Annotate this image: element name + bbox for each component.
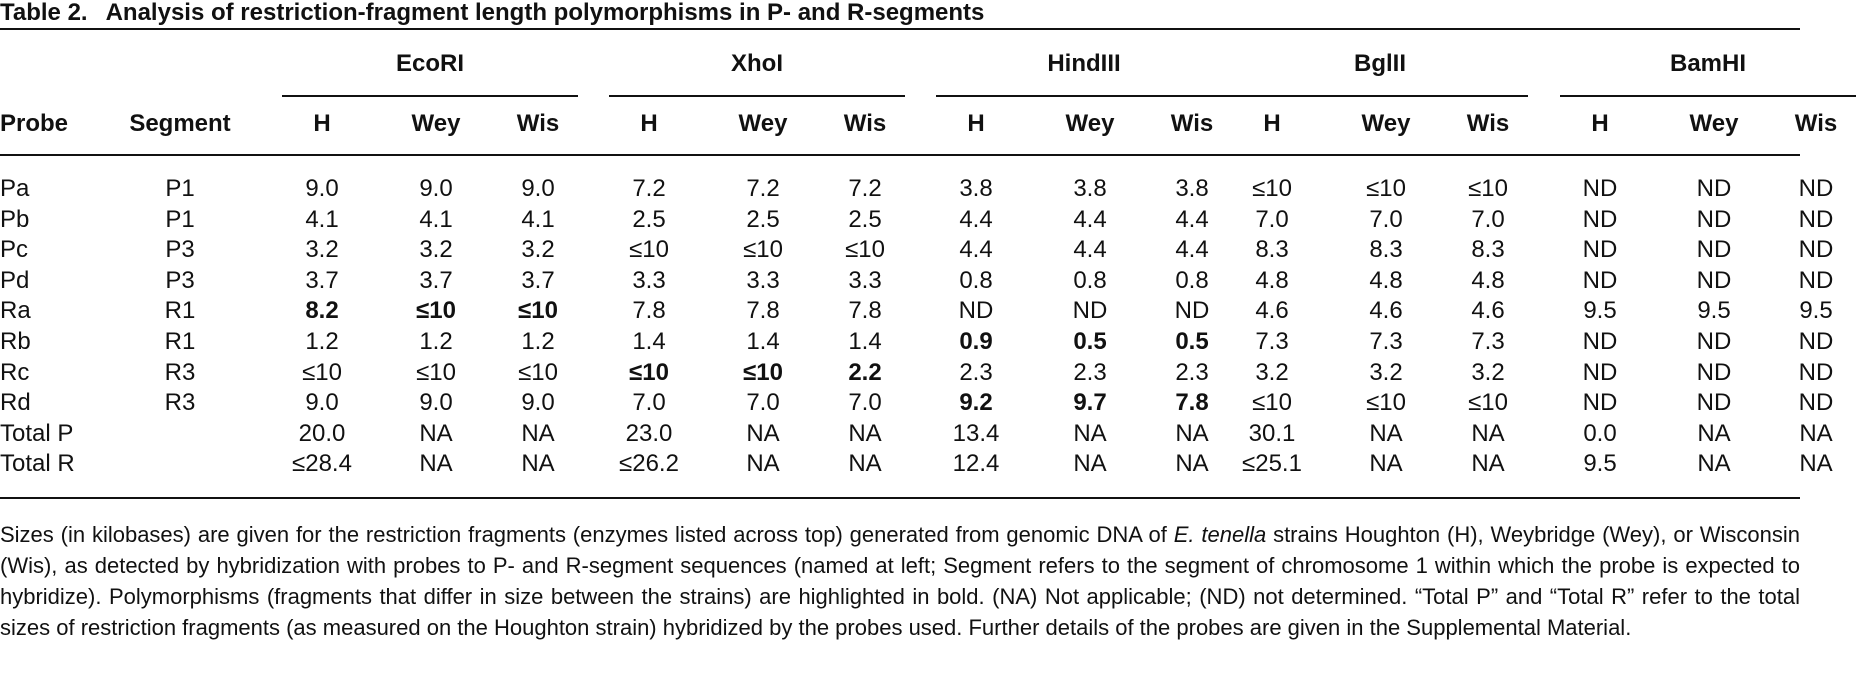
value-cell: 7.8 <box>746 297 780 325</box>
value-cell: 0.0 <box>1583 419 1617 447</box>
value-cell: 3.2 <box>1255 358 1289 386</box>
strain-header: H <box>1591 110 1609 137</box>
value-cell: 3.2 <box>419 236 453 264</box>
value-cell: 7.0 <box>1369 205 1403 233</box>
value-cell: 3.3 <box>746 266 780 294</box>
value-cell: 0.8 <box>959 266 993 294</box>
value-cell: ND <box>1174 297 1210 325</box>
value-cell: ≤10 <box>845 236 885 264</box>
value-cell: 9.5 <box>1697 297 1731 325</box>
strain-header: Wey <box>738 110 788 137</box>
value-cell: ND <box>1696 205 1732 233</box>
enzyme-underline <box>282 95 578 97</box>
value-cell: 7.0 <box>632 389 666 417</box>
segment-cell: R3 <box>164 358 196 386</box>
probe-cell: Pa <box>0 175 30 202</box>
value-cell: 3.3 <box>632 266 666 294</box>
strain-header: Wis <box>1170 110 1214 137</box>
value-cell: 3.8 <box>1175 175 1209 202</box>
value-cell: 9.0 <box>419 389 453 417</box>
value-cell: ND <box>1072 297 1108 325</box>
value-cell: 8.3 <box>1471 236 1505 264</box>
value-cell: 4.1 <box>305 205 339 233</box>
value-cell: ND <box>1696 175 1732 202</box>
value-cell: ≤10 <box>1468 175 1508 202</box>
segment-header: Segment <box>129 110 231 137</box>
segment-cell: R1 <box>164 328 196 355</box>
value-cell: NA <box>1799 450 1833 478</box>
top-rule <box>0 28 1800 30</box>
value-cell: 4.4 <box>1073 205 1107 233</box>
value-cell: ND <box>1696 328 1732 355</box>
value-cell: ≤10 <box>1252 175 1292 202</box>
value-cell: 7.3 <box>1471 328 1505 355</box>
value-cell: 23.0 <box>625 419 673 447</box>
value-cell: ND <box>1798 175 1834 202</box>
value-cell: ≤10 <box>416 358 456 386</box>
value-cell: NA <box>848 419 882 447</box>
value-cell: 4.1 <box>521 205 555 233</box>
value-cell: ≤10 <box>743 236 783 264</box>
value-cell: 7.2 <box>632 175 666 202</box>
value-cell: ≤28.4 <box>292 450 352 478</box>
value-cell: ND <box>1582 266 1618 294</box>
strain-header: Wey <box>1361 110 1411 137</box>
value-cell: NA <box>746 419 780 447</box>
value-cell: 3.2 <box>305 236 339 264</box>
value-cell: ≤10 <box>1252 389 1292 417</box>
value-cell: 4.4 <box>959 205 993 233</box>
segment-cell: R1 <box>164 297 196 325</box>
value-cell: NA <box>848 450 882 478</box>
segment-cell: P3 <box>165 236 195 264</box>
value-cell: ≤26.2 <box>619 450 679 478</box>
value-cell: 3.2 <box>521 236 555 264</box>
value-cell: NA <box>419 450 453 478</box>
value-cell: 8.3 <box>1369 236 1403 264</box>
value-cell: NA <box>1073 419 1107 447</box>
table-footnote <box>0 519 1800 643</box>
value-cell: 9.0 <box>521 175 555 202</box>
enzyme-underline <box>1560 95 1856 97</box>
value-cell: ≤10 <box>302 358 342 386</box>
value-cell: 0.8 <box>1073 266 1107 294</box>
value-cell: 4.4 <box>1175 205 1209 233</box>
value-cell: ND <box>1696 266 1732 294</box>
value-cell: 7.3 <box>1369 328 1403 355</box>
value-cell: 7.0 <box>1255 205 1289 233</box>
value-cell: ND <box>1696 358 1732 386</box>
value-cell: 4.4 <box>1073 236 1107 264</box>
value-cell: NA <box>1471 450 1505 478</box>
value-cell: 4.8 <box>1255 266 1289 294</box>
value-cell: 4.4 <box>959 236 993 264</box>
value-cell: 1.2 <box>419 328 453 355</box>
value-cell: 30.1 <box>1248 419 1296 447</box>
value-cell: 7.0 <box>848 389 882 417</box>
value-cell: 7.8 <box>632 297 666 325</box>
value-cell: ND <box>1798 236 1834 264</box>
enzyme-header: HindIII <box>1047 50 1121 77</box>
value-cell: 7.0 <box>1471 205 1505 233</box>
value-cell: 20.0 <box>298 419 346 447</box>
enzyme-underline <box>1232 95 1528 97</box>
value-cell: 2.3 <box>959 358 993 386</box>
value-cell: 9.0 <box>521 389 555 417</box>
value-cell: NA <box>521 450 555 478</box>
value-cell: NA <box>521 419 555 447</box>
strain-header: Wey <box>411 110 461 137</box>
value-cell: 2.3 <box>1073 358 1107 386</box>
value-cell: 1.2 <box>521 328 555 355</box>
segment-cell: P3 <box>165 266 195 294</box>
value-cell: 0.8 <box>1175 266 1209 294</box>
probe-cell: Total R <box>0 450 75 478</box>
probe-cell: Pd <box>0 266 30 294</box>
value-cell: ND <box>1798 266 1834 294</box>
value-cell: NA <box>746 450 780 478</box>
value-cell: ND <box>1582 175 1618 202</box>
value-cell: 1.4 <box>746 328 780 355</box>
strain-header: Wey <box>1689 110 1739 137</box>
value-cell: 4.6 <box>1369 297 1403 325</box>
strain-header: Wis <box>843 110 887 137</box>
value-cell: ND <box>1696 236 1732 264</box>
probe-cell: Pb <box>0 205 30 233</box>
value-cell: 3.2 <box>1471 358 1505 386</box>
probe-cell: Rb <box>0 328 31 355</box>
probe-cell: Rc <box>0 358 30 386</box>
strain-header: H <box>640 110 658 137</box>
value-cell: 9.2 <box>959 389 993 417</box>
value-cell: NA <box>1175 419 1209 447</box>
value-cell: 7.2 <box>848 175 882 202</box>
value-cell: 9.0 <box>305 175 339 202</box>
value-cell: 1.4 <box>848 328 882 355</box>
segment-cell: R3 <box>164 389 196 417</box>
value-cell: ND <box>958 297 994 325</box>
probe-cell: Ra <box>0 297 31 325</box>
value-cell: ≤10 <box>518 358 558 386</box>
value-cell: 9.0 <box>419 175 453 202</box>
value-cell: 4.6 <box>1471 297 1505 325</box>
value-cell: 7.3 <box>1255 328 1289 355</box>
strain-header: Wis <box>1466 110 1510 137</box>
value-cell: ≤10 <box>518 297 558 325</box>
value-cell: ND <box>1696 389 1732 417</box>
probe-cell: Rd <box>0 389 31 417</box>
strain-header: Wis <box>516 110 560 137</box>
strain-header: H <box>1263 110 1281 137</box>
strain-header: Wis <box>1794 110 1838 137</box>
table-label: Table 2. <box>0 0 88 26</box>
value-cell: ≤10 <box>629 236 669 264</box>
value-cell: 8.3 <box>1255 236 1289 264</box>
value-cell: ≤10 <box>1468 389 1508 417</box>
table-title <box>0 0 984 26</box>
value-cell: ≤10 <box>1366 175 1406 202</box>
value-cell: ≤10 <box>1366 389 1406 417</box>
value-cell: NA <box>1369 450 1403 478</box>
value-cell: 9.5 <box>1583 450 1617 478</box>
bottom-rule <box>0 497 1800 499</box>
segment-cell: P1 <box>165 175 195 202</box>
footnote-species: E. tenella <box>1173 522 1267 547</box>
value-cell: 3.3 <box>848 266 882 294</box>
value-cell: 9.5 <box>1799 297 1833 325</box>
value-cell: ND <box>1798 205 1834 233</box>
probe-cell: Total P <box>0 419 74 447</box>
table-title-text: Analysis of restriction-fragment length polymorphisms in P- and R-segments <box>105 0 985 26</box>
value-cell: 4.8 <box>1369 266 1403 294</box>
value-cell: 1.4 <box>632 328 666 355</box>
value-cell: NA <box>419 419 453 447</box>
enzyme-header: EcoRI <box>395 50 465 77</box>
value-cell: ≤10 <box>629 358 669 386</box>
strain-header: H <box>313 110 331 137</box>
value-cell: 0.5 <box>1175 328 1209 355</box>
enzyme-header: XhoI <box>731 50 783 77</box>
value-cell: 12.4 <box>952 450 1000 478</box>
value-cell: 9.7 <box>1073 389 1107 417</box>
value-cell: 3.8 <box>1073 175 1107 202</box>
value-cell: 9.0 <box>305 389 339 417</box>
value-cell: NA <box>1369 419 1403 447</box>
value-cell: 4.4 <box>1175 236 1209 264</box>
value-cell: ≤10 <box>743 358 783 386</box>
value-cell: 8.2 <box>305 297 339 325</box>
probe-cell: Pc <box>0 236 29 264</box>
value-cell: 3.7 <box>419 266 453 294</box>
value-cell: 7.0 <box>746 389 780 417</box>
value-cell: 7.8 <box>848 297 882 325</box>
enzyme-underline <box>936 95 1232 97</box>
value-cell: 2.5 <box>848 205 882 233</box>
value-cell: 3.7 <box>305 266 339 294</box>
value-cell: 2.5 <box>746 205 780 233</box>
segment-cell: P1 <box>165 205 195 233</box>
value-cell: ND <box>1798 358 1834 386</box>
value-cell: NA <box>1697 419 1731 447</box>
value-cell: 2.5 <box>632 205 666 233</box>
footnote-text-1: Sizes (in kilobases) are given for the restriction fragments (enzymes listed across top) generated from genomic DNA of <box>0 522 1174 547</box>
value-cell: NA <box>1471 419 1505 447</box>
value-cell: ≤25.1 <box>1242 450 1302 478</box>
value-cell: 7.2 <box>746 175 780 202</box>
value-cell: NA <box>1799 419 1833 447</box>
value-cell: ND <box>1582 328 1618 355</box>
value-cell: 1.2 <box>305 328 339 355</box>
value-cell: 0.5 <box>1073 328 1107 355</box>
strain-header: H <box>967 110 985 137</box>
probe-header: Probe <box>0 110 69 137</box>
value-cell: NA <box>1697 450 1731 478</box>
value-cell: ≤10 <box>416 297 456 325</box>
value-cell: 0.9 <box>959 328 993 355</box>
value-cell: 2.3 <box>1175 358 1209 386</box>
value-cell: 3.8 <box>959 175 993 202</box>
value-cell: 4.1 <box>419 205 453 233</box>
value-cell: 4.6 <box>1255 297 1289 325</box>
value-cell: 2.2 <box>848 358 882 386</box>
value-cell: 4.8 <box>1471 266 1505 294</box>
value-cell: NA <box>1175 450 1209 478</box>
enzyme-underline <box>609 95 905 97</box>
value-cell: ND <box>1582 358 1618 386</box>
header-rule <box>0 154 1800 156</box>
value-cell: 9.5 <box>1583 297 1617 325</box>
value-cell: ND <box>1582 205 1618 233</box>
value-cell: ND <box>1798 328 1834 355</box>
enzyme-header: BglII <box>1354 50 1406 77</box>
value-cell: ND <box>1582 236 1618 264</box>
strain-header: Wey <box>1065 110 1115 137</box>
footnote-text-2: strains Houghton (H), Weybridge (Wey), or Wisconsin (Wis), as detected by hybridization with probes to P- and R-segment sequences (named at left; Segment refers to the segment of chromosome 1 within which the probe is expected to hybridize). Polymorphisms (fragments that differ in size between the strains) are highlighted in bold. (NA) Not applicable; (ND) not determined. “Total P” and “Total R” refer to the total sizes of restriction fragments (as measured on the Houghton strain) hybridized by the probes used. Further details of the probes are given in the Supplemental Material. <box>0 522 1800 640</box>
value-cell: 7.8 <box>1175 389 1209 417</box>
value-cell: 13.4 <box>952 419 1000 447</box>
value-cell: ND <box>1798 389 1834 417</box>
value-cell: NA <box>1073 450 1107 478</box>
enzyme-header: BamHI <box>1669 50 1747 77</box>
value-cell: 3.2 <box>1369 358 1403 386</box>
value-cell: ND <box>1582 389 1618 417</box>
value-cell: 3.7 <box>521 266 555 294</box>
